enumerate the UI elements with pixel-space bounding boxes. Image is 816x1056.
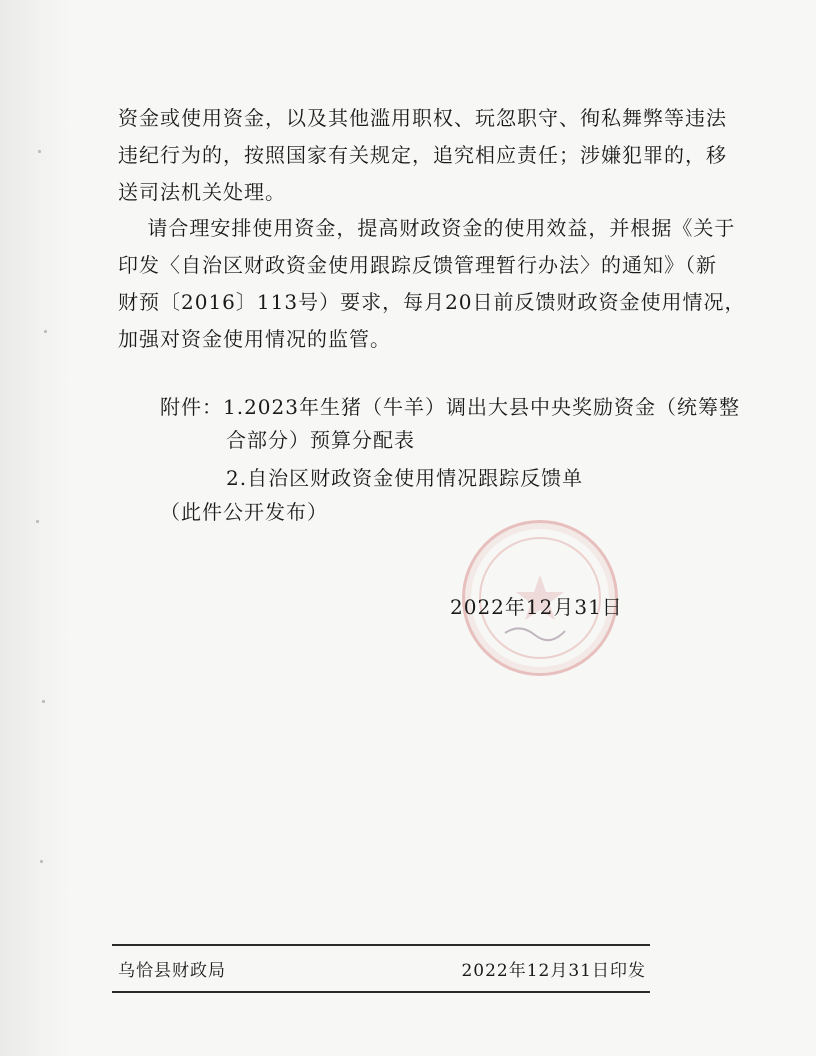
- disclosure-note: （此件公开发布）: [160, 500, 328, 524]
- text-line: 送司法机关处理。: [118, 180, 286, 204]
- text-line: 财预〔2016〕113号）要求，每月20日前反馈财政资金使用情况，: [118, 290, 746, 314]
- text-line: 印发〈自治区财政资金使用跟踪反馈管理暂行办法〉的通知》（新: [118, 253, 717, 277]
- paragraph-fund-usage: [118, 210, 746, 358]
- footer-bottom-rule: [112, 991, 650, 993]
- attachment-line-1: 附件：1.2023年生猪（牛羊）调出大县中央奖励资金（统筹整: [160, 395, 740, 419]
- text-line: 资金或使用资金，以及其他滥用职权、玩忽职守、徇私舞弊等违法: [118, 106, 727, 130]
- scan-speck: [38, 150, 41, 153]
- footer-issued-date: 2022年12月31日印发: [461, 961, 646, 981]
- text-line: 违纪行为的，按照国家有关规定，追究相应责任；涉嫌犯罪的，移: [118, 143, 727, 167]
- scan-speck: [40, 860, 43, 863]
- attachment-line-2: 2.自治区财政资金使用情况跟踪反馈单: [226, 466, 584, 490]
- signature-date: 2022年12月31日: [450, 595, 623, 619]
- footer-issuer: 乌恰县财政局: [118, 961, 226, 981]
- text-line: 请合理安排使用资金，提高财政资金的使用效益，并根据《关于: [118, 216, 736, 240]
- scan-speck: [44, 330, 47, 333]
- attachment-line-1-continued: 合部分）预算分配表: [226, 428, 415, 452]
- scan-speck: [42, 700, 45, 703]
- paragraph-liability: [118, 100, 727, 211]
- text-line: 加强对资金使用情况的监管。: [118, 327, 391, 351]
- footer-top-rule: [112, 944, 650, 946]
- scan-shadow: [0, 0, 70, 1056]
- scan-speck: [36, 520, 39, 523]
